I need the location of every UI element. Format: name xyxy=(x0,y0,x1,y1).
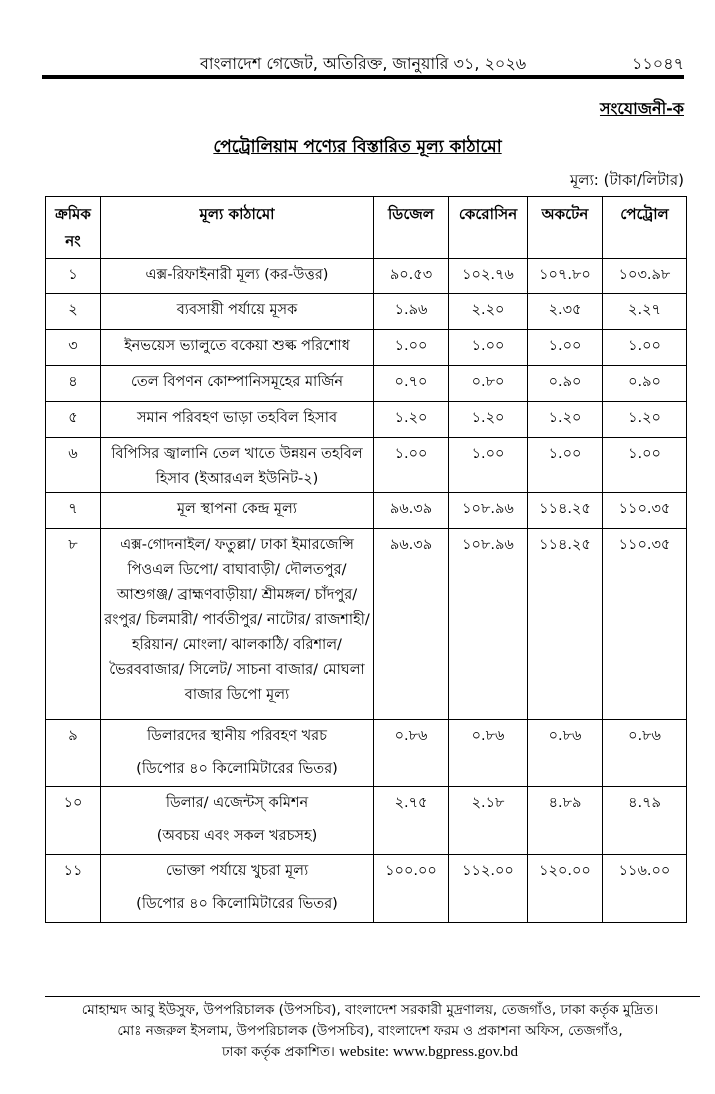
header-diesel: ডিজেল xyxy=(374,197,449,259)
cell-petrol: ১১৬.০০ xyxy=(603,855,687,923)
unit-note: মূল্য: (টাকা/লিটার) xyxy=(569,171,684,189)
cell-diesel: ১.০০ xyxy=(374,438,449,493)
table-row xyxy=(46,529,687,720)
price-structure-table xyxy=(45,196,687,923)
footer-line-3 xyxy=(30,1042,710,1063)
cell-octane: ১.২০ xyxy=(528,402,603,438)
cell-description xyxy=(101,294,374,330)
page-number: ১১০৪৭ xyxy=(632,54,684,73)
header-octane: অকটেন xyxy=(528,197,603,259)
table-row xyxy=(46,493,687,529)
cell-kerosene: ১০৮.৯৬ xyxy=(449,529,528,720)
cell-serial: ১০ xyxy=(46,787,101,855)
header-petrol: পেট্রোল xyxy=(603,197,687,259)
cell-description xyxy=(101,402,374,438)
cell-serial: ৯ xyxy=(46,720,101,787)
cell-serial: ২ xyxy=(46,294,101,330)
description-text: বিপিসির জ্বালানি তেল খাতে উন্নয়ন তহবিল হিসাব (ইআরএল ইউনিট-২) xyxy=(111,446,363,487)
description-text: তেল বিপণন কোম্পানিসমূহের মার্জিন xyxy=(131,374,343,390)
cell-petrol: ২.২৭ xyxy=(603,294,687,330)
description-subtext: (ডিপোর ৪০ কিলোমিটারের ভিতর) xyxy=(136,761,338,777)
cell-diesel: ৯০.৫৩ xyxy=(374,259,449,294)
description-text: ইনভয়েস ভ্যালুতে বকেয়া শুল্ক পরিশোধ xyxy=(124,338,350,354)
cell-octane: ০.৯০ xyxy=(528,366,603,402)
description-subtext: (অবচয় এবং সকল খরচসহ) xyxy=(156,828,318,844)
table-row xyxy=(46,787,687,855)
cell-octane: ৪.৮৯ xyxy=(528,787,603,855)
cell-petrol: ১১০.৩৫ xyxy=(603,529,687,720)
cell-diesel: ১.৯৬ xyxy=(374,294,449,330)
cell-octane: ১.০০ xyxy=(528,330,603,366)
cell-kerosene: ০.৮০ xyxy=(449,366,528,402)
cell-diesel: ৯৬.৩৯ xyxy=(374,529,449,720)
cell-octane: ১০৭.৮০ xyxy=(528,259,603,294)
cell-serial: ১ xyxy=(46,259,101,294)
cell-diesel: ৯৬.৩৯ xyxy=(374,493,449,529)
cell-octane: ১১৪.২৫ xyxy=(528,529,603,720)
cell-octane: ২.৩৫ xyxy=(528,294,603,330)
cell-serial: ৩ xyxy=(46,330,101,366)
cell-kerosene: ১.০০ xyxy=(449,438,528,493)
gazette-header-title: বাংলাদেশ গেজেট, অতিরিক্ত, জানুয়ারি ৩১, ২০২৬ xyxy=(200,54,527,73)
cell-diesel: ০.৭০ xyxy=(374,366,449,402)
cell-description xyxy=(101,529,374,720)
cell-description xyxy=(101,366,374,402)
cell-petrol: ০.৮৬ xyxy=(603,720,687,787)
cell-diesel: ১.০০ xyxy=(374,330,449,366)
cell-serial: ৭ xyxy=(46,493,101,529)
cell-kerosene: ২.২০ xyxy=(449,294,528,330)
description-text: এক্স-গোদনাইল/ ফতুল্লা/ ঢাকা ইমারজেন্সি পিওএল ডিপো/ বাঘাবাড়ী/ দৌলতপুর/ আশুগঞ্জ/ ব্রাহ্মণবাড়ীয়া/ শ্রীমঙ্গল/ চাঁদপুর/ রংপুর/ চিলমারী/ পার্বতীপুর/ নাটোর/ রাজশাহী/ হরিয়ান/ মোংলা/ ঝালকাঠি/ বরিশাল/ ভৈরববাজার/ সিলেট/ সাচনা বাজার/ মোঘলা বাজার ডিপো মূল্য xyxy=(104,537,370,703)
cell-kerosene: ১০২.৭৬ xyxy=(449,259,528,294)
description-text: এক্স-রিফাইনারী মূল্য (কর-উত্তর) xyxy=(145,267,329,283)
cell-kerosene: ২.১৮ xyxy=(449,787,528,855)
table-row xyxy=(46,366,687,402)
cell-kerosene: ১১২.০০ xyxy=(449,855,528,923)
footer xyxy=(30,1000,710,1063)
table-row xyxy=(46,720,687,787)
footer-publisher: ঢাকা কর্তৃক প্রকাশিত। xyxy=(222,1044,335,1060)
footer-line-1: মোহাম্মদ আবু ইউসুফ, উপপরিচালক (উপসচিব), বাংলাদেশ সরকারী মুদ্রণালয়, তেজগাঁও, ঢাকা কর্তৃক মুদ্রিত। xyxy=(81,1002,659,1018)
cell-description xyxy=(101,438,374,493)
description-text: ভোক্তা পর্যায়ে খুচরা মূল্য xyxy=(165,863,309,879)
cell-octane: ০.৮৬ xyxy=(528,720,603,787)
header-serial: ক্রমিক নং xyxy=(46,197,101,259)
table-row xyxy=(46,402,687,438)
description-text: মূল স্থাপনা কেন্দ্র মূল্য xyxy=(176,501,297,517)
cell-diesel: ১০০.০০ xyxy=(374,855,449,923)
cell-kerosene: ১.০০ xyxy=(449,330,528,366)
cell-octane: ১.০০ xyxy=(528,438,603,493)
cell-diesel: ২.৭৫ xyxy=(374,787,449,855)
footer-rule xyxy=(45,996,700,997)
cell-description xyxy=(101,330,374,366)
document-title xyxy=(0,134,715,162)
cell-petrol: ১০৩.৯৮ xyxy=(603,259,687,294)
cell-serial: ৮ xyxy=(46,529,101,720)
cell-petrol: ১১০.৩৫ xyxy=(603,493,687,529)
cell-description xyxy=(101,493,374,529)
table-row xyxy=(46,330,687,366)
cell-petrol: ১.২০ xyxy=(603,402,687,438)
cell-petrol: ৪.৭৯ xyxy=(603,787,687,855)
description-text: ডিলার/ এজেন্টস্ কমিশন xyxy=(165,795,309,811)
cell-octane: ১২০.০০ xyxy=(528,855,603,923)
cell-kerosene: ০.৮৬ xyxy=(449,720,528,787)
footer-website: website: www.bgpress.gov.bd xyxy=(339,1044,518,1060)
cell-diesel: ১.২০ xyxy=(374,402,449,438)
header-price-structure: মূল্য কাঠামো xyxy=(101,197,374,259)
cell-serial: ৫ xyxy=(46,402,101,438)
cell-petrol: ১.০০ xyxy=(603,330,687,366)
cell-description xyxy=(101,720,374,787)
cell-serial: ৬ xyxy=(46,438,101,493)
cell-diesel: ০.৮৬ xyxy=(374,720,449,787)
description-subtext: (ডিপোর ৪০ কিলোমিটারের ভিতর) xyxy=(136,896,338,912)
table-row xyxy=(46,294,687,330)
cell-petrol: ০.৯০ xyxy=(603,366,687,402)
header-rule xyxy=(42,75,684,79)
document-title-text: পেট্রোলিয়াম পণ্যের বিস্তারিত মূল্য কাঠামো xyxy=(213,137,502,157)
cell-petrol: ১.০০ xyxy=(603,438,687,493)
cell-octane: ১১৪.২৫ xyxy=(528,493,603,529)
footer-line-2: মোঃ নজরুল ইসলাম, উপপরিচালক (উপসচিব), বাংলাদেশ ফরম ও প্রকাশনা অফিস, তেজগাঁও, xyxy=(117,1023,623,1039)
table-row xyxy=(46,855,687,923)
annex-label: সংযোজনী-ক xyxy=(599,99,684,118)
cell-serial: ৪ xyxy=(46,366,101,402)
description-text: সমান পরিবহণ ভাড়া তহবিল হিসাব xyxy=(136,410,338,426)
cell-description xyxy=(101,787,374,855)
cell-description xyxy=(101,259,374,294)
table-header-row xyxy=(46,197,687,259)
table-row xyxy=(46,259,687,294)
cell-kerosene: ১.২০ xyxy=(449,402,528,438)
cell-kerosene: ১০৮.৯৬ xyxy=(449,493,528,529)
description-text: ব্যবসায়ী পর্যায়ে মূসক xyxy=(176,302,298,318)
header-kerosene: কেরোসিন xyxy=(449,197,528,259)
cell-serial: ১১ xyxy=(46,855,101,923)
table-row xyxy=(46,438,687,493)
description-text: ডিলারদের স্থানীয় পরিবহণ খরচ xyxy=(147,728,327,744)
cell-description xyxy=(101,855,374,923)
